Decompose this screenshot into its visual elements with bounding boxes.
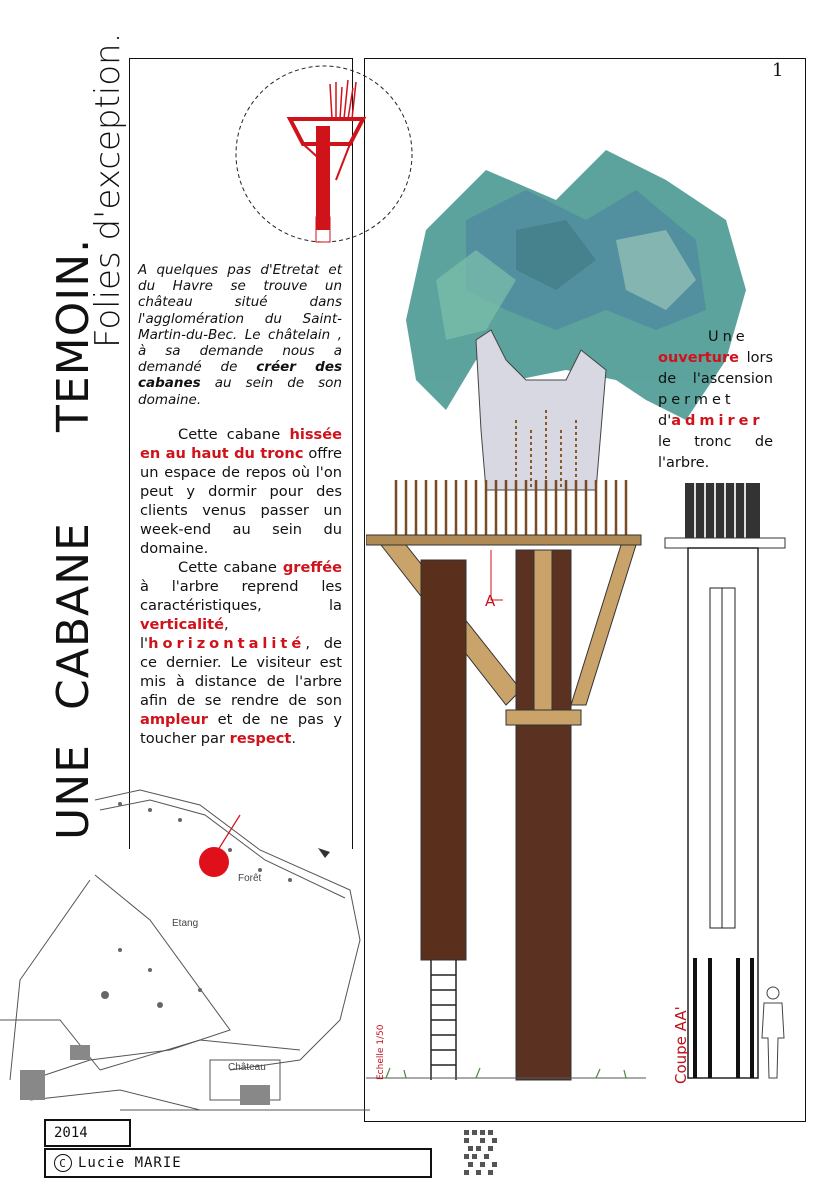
highlight-ampleur: ampleur	[140, 711, 208, 728]
intro-bold: créer des cabanes	[138, 359, 343, 392]
body-text	[140, 425, 342, 748]
highlight-ouverture: ouverture	[658, 350, 739, 366]
highlight-horizontalite: horizontalité	[148, 635, 306, 652]
map-label-etang: Etang	[172, 918, 199, 929]
author-label: Lucie MARIE	[78, 1155, 182, 1171]
human-figure-icon	[762, 987, 784, 1078]
side-paragraph: Une ouverture lors de l'ascension permet d'admirer le tronc de l'arbre.	[658, 329, 773, 471]
paragraph-2: Cette cabane greffée à l'arbre reprend les caractéristiques, la verticalité, l'horizontalité, de ce dernier. Le visiteur est mis à distance de l'arbre afin de se rendre de son ampleur et de ne pas y toucher par respect.	[140, 559, 342, 747]
highlight-verticalite: verticalité	[140, 616, 224, 633]
copyright-icon: C	[54, 1154, 72, 1172]
page-number: 1	[772, 60, 784, 81]
highlight-greffee: greffée	[282, 559, 342, 576]
title-cabane: CABANE	[48, 522, 99, 710]
intro-text-end: au sein de son domaine.	[138, 375, 342, 408]
intro-text: A quelques pas d'Etretat et du Havre se trouve un château situé dans l'agglomération du Saint-Martin-du-Bec. Le châtelain , à sa demande nous a demandé de	[138, 262, 342, 376]
highlight-hissee: hissée en au haut du tronc	[140, 426, 342, 462]
ladder	[431, 960, 456, 1080]
section-mark-label: A	[485, 592, 496, 610]
pattern-block	[462, 1128, 502, 1178]
pictogram-icon	[290, 80, 363, 242]
map-label-foret: Forêt	[238, 873, 262, 884]
section-drawing	[660, 478, 800, 1088]
highlight-admirer: admirer	[671, 413, 764, 429]
subtitle: Folies d'exception.	[88, 32, 128, 348]
map-label-chateau: Château	[228, 1062, 266, 1073]
intro-paragraph	[138, 262, 342, 408]
paragraph-1: Cette cabane hissée en au haut du tronc offre un espace de repos où l'on peut y dormir pour des clients venus passer un week-end au sein du domaine.	[140, 426, 343, 557]
section-label: Coupe AA'	[672, 1006, 690, 1084]
year-label: 2014	[54, 1125, 88, 1141]
title-temoin: TEMOIN.	[48, 237, 99, 432]
title-une: UNE	[48, 744, 99, 840]
year-box	[44, 1119, 131, 1147]
location-marker-icon	[199, 847, 229, 877]
north-arrow-icon	[318, 848, 330, 858]
highlight-respect: respect	[229, 730, 292, 747]
author-box	[44, 1148, 432, 1178]
site-map	[0, 780, 370, 1140]
scale-label: Echelle 1/50	[376, 1024, 386, 1080]
